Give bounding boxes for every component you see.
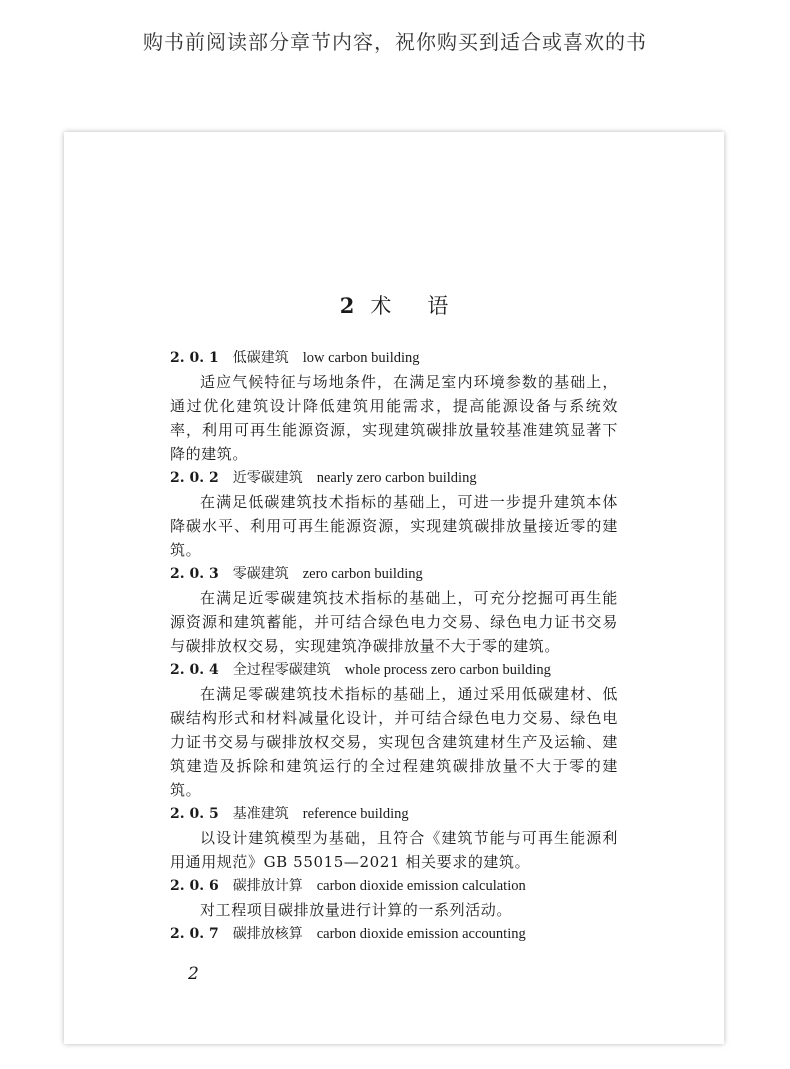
term-heading <box>170 874 618 898</box>
term-english: zero carbon building <box>302 566 423 582</box>
chapter-title-part2: 语 <box>427 294 449 318</box>
term-heading <box>170 802 618 826</box>
term-number: 2. 0. 7 <box>170 926 219 942</box>
chapter-number: 2 <box>339 293 355 318</box>
term-chinese: 近零碳建筑 <box>232 470 303 486</box>
term-entry <box>170 874 618 922</box>
term-definition: 以设计建筑模型为基础，且符合《建筑节能与可再生能源利用通用规范》GB 55015—2021 相关要求的建筑。 <box>170 829 618 871</box>
term-entry <box>170 346 618 466</box>
promo-banner-text: 购书前阅读部分章节内容，祝你购买到适合或喜欢的书 <box>143 30 647 54</box>
term-english: low carbon building <box>302 350 420 366</box>
term-entry <box>170 562 618 658</box>
page-number: 2 <box>188 964 199 984</box>
term-heading <box>170 346 618 370</box>
term-heading <box>170 466 618 490</box>
term-definition: 在满足零碳建筑技术指标的基础上，通过采用低碳建材、低碳结构形式和材料减量化设计，并可结合绿色电力交易、绿色电力证书交易与碳排放权交易，实现包含建筑建材生产及运输、建筑建造及拆除和建筑运行的全过程建筑碳排放量不大于零的建筑。 <box>170 685 618 799</box>
term-number: 2. 0. 2 <box>170 470 219 486</box>
term-definition: 在满足低碳建筑技术指标的基础上，可进一步提升建筑本体降碳水平、利用可再生能源资源，实现建筑碳排放量接近零的建筑。 <box>170 493 618 559</box>
term-entry <box>170 802 618 874</box>
term-chinese: 低碳建筑 <box>232 350 289 366</box>
chapter-heading <box>64 290 724 320</box>
term-heading <box>170 922 618 946</box>
terms-list <box>170 346 618 946</box>
term-english: nearly zero carbon building <box>316 470 477 486</box>
term-number: 2. 0. 6 <box>170 878 219 894</box>
term-number: 2. 0. 4 <box>170 662 219 678</box>
chapter-title-part1: 术 <box>370 294 392 318</box>
term-english: reference building <box>302 806 409 822</box>
term-chinese: 碳排放计算 <box>232 878 303 894</box>
term-number: 2. 0. 1 <box>170 350 219 366</box>
term-heading <box>170 562 618 586</box>
term-english: carbon dioxide emission calculation <box>316 878 526 894</box>
term-english: whole process zero carbon building <box>344 662 551 678</box>
term-chinese: 零碳建筑 <box>232 566 289 582</box>
term-english: carbon dioxide emission accounting <box>316 926 526 942</box>
term-entry <box>170 466 618 562</box>
term-chinese: 碳排放核算 <box>232 926 303 942</box>
term-number: 2. 0. 5 <box>170 806 219 822</box>
term-definition: 对工程项目碳排放量进行计算的一系列活动。 <box>200 901 513 919</box>
term-chinese: 基准建筑 <box>232 806 289 822</box>
book-page <box>64 132 724 1044</box>
term-number: 2. 0. 3 <box>170 566 219 582</box>
term-entry <box>170 922 618 946</box>
term-heading <box>170 658 618 682</box>
term-entry <box>170 658 618 802</box>
term-definition: 在满足近零碳建筑技术指标的基础上，可充分挖掘可再生能源资源和建筑蓄能，并可结合绿色电力交易、绿色电力证书交易与碳排放权交易，实现建筑净碳排放量不大于零的建筑。 <box>170 589 618 655</box>
term-chinese: 全过程零碳建筑 <box>232 662 331 678</box>
term-definition: 适应气候特征与场地条件，在满足室内环境参数的基础上，通过优化建筑设计降低建筑用能需求，提高能源设备与系统效率，利用可再生能源资源，实现建筑碳排放量较基准建筑显著下降的建筑。 <box>170 373 618 463</box>
